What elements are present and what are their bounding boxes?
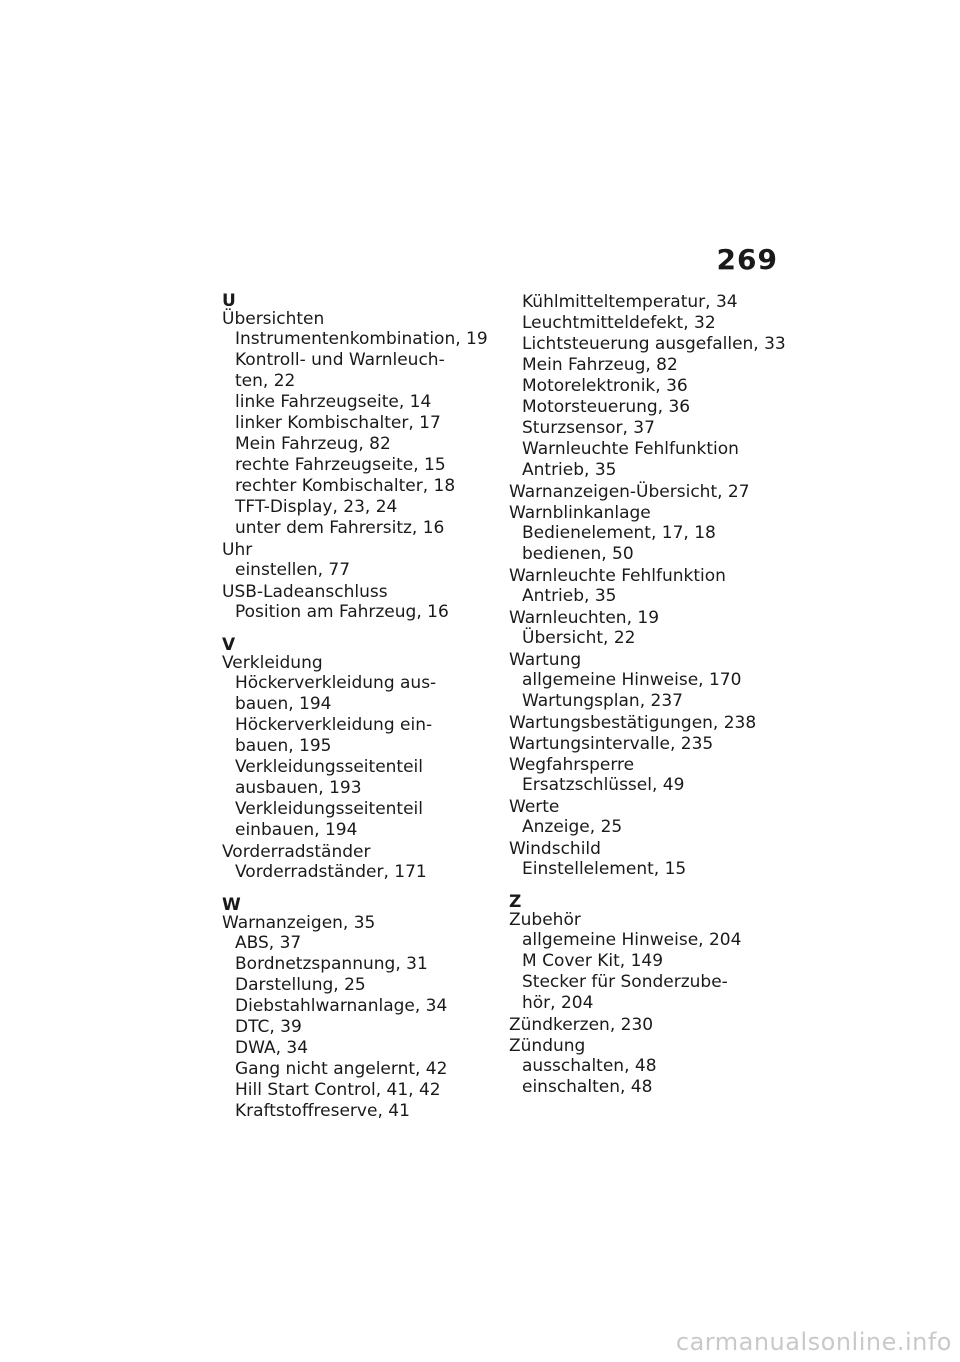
- index-subentry: unter dem Fahrersitz, 16: [235, 518, 445, 538]
- index-entry: Warnanzeigen, 35: [222, 913, 376, 933]
- index-entry: Wartungsintervalle, 235: [509, 734, 714, 754]
- index-subentry: Motorelektronik, 36: [522, 376, 688, 396]
- index-subentry: bauen, 195: [235, 736, 332, 756]
- index-entry: Wartung: [509, 650, 582, 670]
- index-entry: Übersichten: [222, 309, 325, 329]
- index-column-left: [222, 292, 492, 1122]
- index-subentry: Bedienelement, 17, 18: [522, 523, 716, 543]
- index-subentry: M Cover Kit, 149: [522, 951, 664, 971]
- index-subentry: Höckerverkleidung ein-: [235, 715, 433, 735]
- index-subentry: bedienen, 50: [522, 544, 634, 564]
- index-entry: Wartungsbestätigungen, 238: [509, 713, 757, 733]
- index-subentry: linker Kombischalter, 17: [235, 413, 441, 433]
- index-letter-heading: V: [222, 635, 236, 655]
- index-subentry: Kühlmitteltemperatur, 34: [522, 292, 738, 312]
- index-subentry: Antrieb, 35: [522, 586, 617, 606]
- index-entry: Verkleidung: [222, 653, 323, 673]
- index-letter-heading: U: [222, 291, 236, 311]
- index-subentry: allgemeine Hinweise, 170: [522, 670, 742, 690]
- index-subentry: TFT-Display, 23, 24: [235, 497, 398, 517]
- index-entry: USB-Ladeanschluss: [222, 582, 388, 602]
- index-entry: Werte: [509, 797, 560, 817]
- index-subentry: Mein Fahrzeug, 82: [235, 434, 391, 454]
- index-subentry: Antrieb, 35: [522, 460, 617, 480]
- watermark: carmanualsonline.info: [675, 1328, 952, 1356]
- index-subentry: Warnleuchte Fehlfunktion: [522, 439, 739, 459]
- page-number: 269: [716, 243, 778, 276]
- index-subentry: rechte Fahrzeugseite, 15: [235, 455, 446, 475]
- index-subentry: Motorsteuerung, 36: [522, 397, 691, 417]
- index-subentry: Sturzsensor, 37: [522, 418, 655, 438]
- index-entry: Wegfahrsperre: [509, 755, 635, 775]
- index-entry: Zubehör: [509, 910, 581, 930]
- index-entry: Zündung: [509, 1036, 586, 1056]
- index-subentry: hör, 204: [522, 993, 594, 1013]
- index-subentry: Anzeige, 25: [522, 817, 623, 837]
- index-subentry: Instrumentenkombination, 19: [235, 329, 488, 349]
- index-subentry: Position am Fahrzeug, 16: [235, 602, 449, 622]
- index-subentry: linke Fahrzeugseite, 14: [235, 392, 432, 412]
- index-subentry: Darstellung, 25: [235, 975, 366, 995]
- index-entry: Zündkerzen, 230: [509, 1015, 654, 1035]
- index-subentry: Leuchtmitteldefekt, 32: [522, 313, 716, 333]
- index-subentry: Übersicht, 22: [522, 628, 636, 648]
- index-subentry: Wartungsplan, 237: [522, 691, 683, 711]
- index-subentry: ABS, 37: [235, 933, 302, 953]
- index-letter-heading: W: [222, 895, 241, 915]
- index-subentry: ten, 22: [235, 371, 296, 391]
- index-subentry: Verkleidungsseitenteil: [235, 757, 424, 777]
- index-subentry: Mein Fahrzeug, 82: [522, 355, 678, 375]
- index-entry: Warnanzeigen-Übersicht, 27: [509, 482, 750, 502]
- index-subentry: einstellen, 77: [235, 560, 351, 580]
- index-subentry: bauen, 194: [235, 694, 332, 714]
- index-entry: Windschild: [509, 839, 601, 859]
- index-subentry: DTC, 39: [235, 1017, 302, 1037]
- index-entry: Warnblinkanlage: [509, 503, 651, 523]
- index-subentry: Stecker für Sonderzube-: [522, 972, 728, 992]
- index-subentry: ausbauen, 193: [235, 778, 362, 798]
- index-subentry: Vorderradständer, 171: [235, 862, 427, 882]
- index-subentry: Diebstahlwarnanlage, 34: [235, 996, 448, 1016]
- index-subentry: ausschalten, 48: [522, 1056, 657, 1076]
- index-subentry: Einstellelement, 15: [522, 859, 687, 879]
- index-entry: Vorderradständer: [222, 842, 371, 862]
- index-subentry: Kraftstoffreserve, 41: [235, 1101, 410, 1121]
- index-subentry: Höckerverkleidung aus-: [235, 673, 437, 693]
- index-subentry: Bordnetzspannung, 31: [235, 954, 428, 974]
- index-subentry: einbauen, 194: [235, 820, 358, 840]
- index-column-right: [509, 292, 789, 1098]
- index-subentry: Lichtsteuerung ausgefallen, 33: [522, 334, 786, 354]
- index-entry: Warnleuchten, 19: [509, 608, 660, 628]
- index-subentry: DWA, 34: [235, 1038, 309, 1058]
- index-subentry: rechter Kombischalter, 18: [235, 476, 456, 496]
- index-subentry: einschalten, 48: [522, 1077, 653, 1097]
- index-subentry: Kontroll- und Warnleuch-: [235, 350, 445, 370]
- index-subentry: Hill Start Control, 41, 42: [235, 1080, 441, 1100]
- index-subentry: allgemeine Hinweise, 204: [522, 930, 742, 950]
- index-subentry: Verkleidungsseitenteil: [235, 799, 424, 819]
- index-subentry: Ersatzschlüssel, 49: [522, 775, 685, 795]
- index-letter-heading: Z: [509, 892, 522, 912]
- index-entry: Warnleuchte Fehlfunktion: [509, 566, 726, 586]
- index-subentry: Gang nicht angelernt, 42: [235, 1059, 448, 1079]
- index-entry: Uhr: [222, 540, 253, 560]
